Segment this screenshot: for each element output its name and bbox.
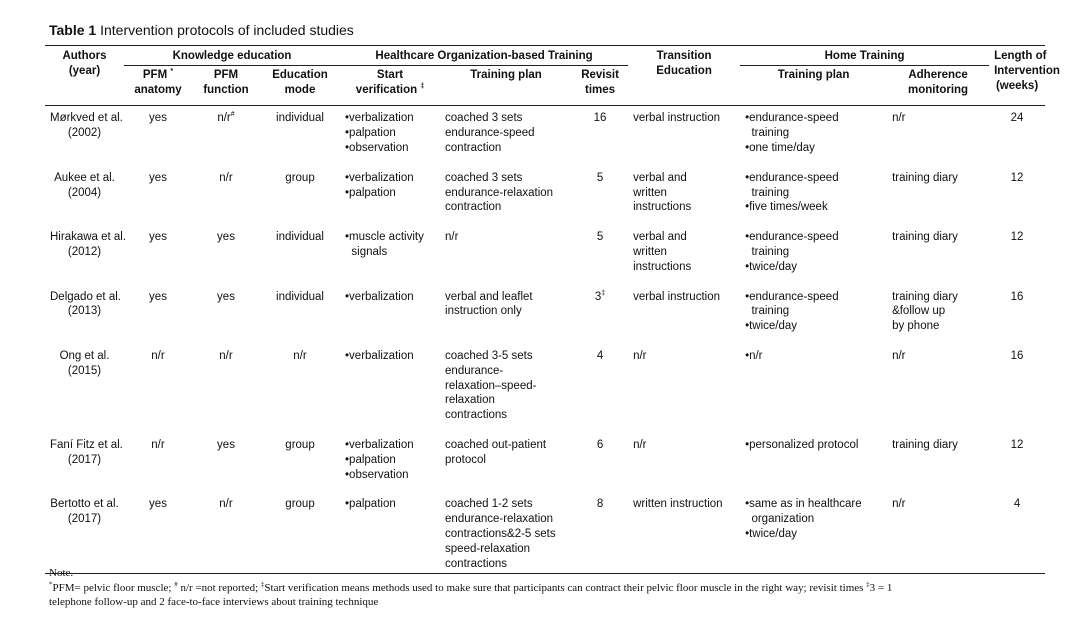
- cell-author: Hirakawa et al. (2012): [50, 231, 127, 258]
- cell-pfm-function: yes: [217, 290, 235, 303]
- cell-training-plan: coached 3 sets endurance-relaxation contraction: [445, 171, 554, 214]
- cell-length: 12: [1010, 171, 1024, 184]
- cell-adherence-monitoring: training diary: [892, 231, 958, 244]
- cell-author: Aukee et al. (2004): [54, 171, 115, 199]
- cell-training-plan: n/r: [445, 231, 459, 244]
- cell-pfm-anatomy: yes: [149, 112, 167, 125]
- header-home-training-plan: Training plan: [777, 68, 850, 81]
- cell-revisit-times: 16: [593, 112, 607, 125]
- cell-length: 16: [1010, 290, 1024, 303]
- cell-length: 12: [1010, 231, 1024, 244]
- cell-home-training-plan: •endurance-speed training •twice/day: [745, 231, 839, 273]
- cell-pfm-anatomy: n/r: [151, 438, 165, 451]
- cell-pfm-function: yes: [217, 438, 235, 451]
- notes-title: Note.: [49, 567, 74, 579]
- cell-transition-education: verbal instruction: [633, 290, 720, 303]
- cell-revisit-times: 4: [596, 349, 604, 362]
- header-length: Length of Intervention (weeks): [989, 46, 1045, 106]
- cell-start-verification: •verbalization •palpation •observation: [345, 112, 414, 154]
- header-pfm-anatomy: PFM * anatomy: [134, 67, 182, 96]
- header-row-1: [45, 46, 1045, 66]
- cell-pfm-anatomy: yes: [149, 231, 167, 244]
- cell-pfm-function: n/r: [219, 171, 233, 184]
- cell-transition-education: n/r: [633, 349, 647, 362]
- cell-start-verification: •muscle activity signals: [345, 231, 424, 258]
- header-transition-education: Transition Education: [628, 46, 740, 106]
- table-row: [45, 166, 1045, 225]
- table-row: [45, 344, 1045, 433]
- cell-length: 24: [1010, 112, 1024, 125]
- cell-training-plan: coached out-patient protocol: [445, 438, 547, 466]
- table-caption: [49, 22, 354, 38]
- notes-line-1: *PFM= pelvic floor muscle; # n/r =not reported; ‡Start verification means methods used to make sure that participants can contract their pelvic floor muscle in the right way; revisit times ‡3 = 1: [49, 579, 893, 594]
- table-row: [45, 285, 1045, 344]
- table-row: [45, 433, 1045, 492]
- cell-home-training-plan: •endurance-speed training •five times/week: [745, 171, 839, 214]
- cell-transition-education: verbal and written instructions: [633, 171, 692, 214]
- cell-adherence-monitoring: n/r: [892, 349, 906, 362]
- header-healthcare-training: Healthcare Organization-based Training: [340, 46, 628, 66]
- cell-revisit-times: 3‡: [594, 289, 606, 303]
- cell-pfm-function: n/r: [219, 349, 233, 362]
- cell-adherence-monitoring: training diary: [892, 438, 958, 451]
- table-title: Intervention protocols of included studies: [96, 22, 354, 38]
- cell-author: Mørkved et al. (2002): [50, 112, 123, 140]
- intervention-table: [45, 45, 1060, 574]
- cell-adherence-monitoring: training diary: [892, 171, 958, 184]
- cell-length: 16: [1010, 349, 1024, 362]
- cell-start-verification: •verbalization •palpation: [345, 171, 414, 199]
- header-pfm-function: PFM function: [203, 68, 249, 96]
- header-education-mode: Education mode: [272, 68, 328, 96]
- cell-pfm-function: n/r: [192, 492, 260, 573]
- cell-pfm-anatomy: yes: [149, 171, 167, 184]
- cell-home-training-plan: •same as in healthcare organization •twice/day: [740, 492, 887, 573]
- cell-adherence-monitoring: training diary &follow up by phone: [892, 290, 958, 333]
- header-start-verification: Start verification ‡: [355, 68, 425, 96]
- cell-training-plan: coached 1-2 sets endurance-relaxation contractions&2-5 sets speed-relaxation contractions: [440, 492, 572, 573]
- cell-training-plan: coached 3-5 sets endurance- relaxation–speed- relaxation contractions: [445, 349, 537, 422]
- table-row: [45, 492, 1045, 573]
- header-row-2: [45, 65, 1045, 106]
- cell-education-mode: individual: [276, 231, 324, 244]
- cell-start-verification: •verbalization: [345, 290, 414, 303]
- cell-transition-education: written instruction: [628, 492, 740, 573]
- cell-transition-education: verbal and written instructions: [633, 231, 692, 273]
- cell-pfm-anatomy: yes: [124, 492, 192, 573]
- notes-line-2: telephone follow-up and 2 face-to-face interviews about training technique: [49, 596, 379, 608]
- cell-home-training-plan: •endurance-speed training •twice/day: [745, 290, 839, 333]
- cell-pfm-function: n/r#: [217, 111, 235, 125]
- cell-revisit-times: 8: [572, 492, 628, 573]
- table-row: [45, 106, 1045, 166]
- header-revisit-times: Revisit times: [581, 68, 619, 96]
- cell-pfm-function: yes: [217, 231, 235, 244]
- cell-revisit-times: 6: [596, 438, 604, 451]
- cell-author: Bertotto et al. (2017): [45, 492, 124, 573]
- header-adherence-monitoring: Adherence monitoring: [908, 68, 969, 96]
- cell-education-mode: n/r: [293, 349, 307, 362]
- cell-transition-education: n/r: [633, 438, 647, 451]
- cell-home-training-plan: •endurance-speed training •one time/day: [745, 112, 839, 154]
- cell-start-verification: •verbalization: [345, 349, 414, 362]
- table-row: [45, 225, 1045, 284]
- table-label: Table 1: [49, 22, 97, 38]
- cell-start-verification: •verbalization •palpation •observation: [345, 438, 414, 481]
- cell-author: Faní Fitz et al. (2017): [50, 438, 123, 466]
- cell-training-plan: verbal and leaflet instruction only: [445, 290, 533, 318]
- cell-transition-education: verbal instruction: [633, 112, 720, 125]
- cell-education-mode: individual: [276, 112, 324, 125]
- cell-pfm-anatomy: yes: [149, 290, 167, 303]
- cell-revisit-times: 5: [596, 231, 604, 244]
- cell-author: Delgado et al. (2013): [50, 290, 121, 318]
- cell-pfm-anatomy: n/r: [151, 349, 165, 362]
- header-home-training: Home Training: [740, 46, 989, 66]
- cell-education-mode: group: [285, 438, 315, 451]
- cell-author: Ong et al. (2015): [59, 349, 110, 377]
- cell-length: 4: [989, 492, 1045, 573]
- header-knowledge-education: Knowledge education: [124, 46, 340, 66]
- cell-training-plan: coached 3 sets endurance-speed contraction: [445, 112, 535, 154]
- cell-length: 12: [1010, 438, 1024, 451]
- cell-education-mode: individual: [276, 290, 324, 303]
- table-notes: [49, 566, 1049, 610]
- cell-start-verification: •palpation: [340, 492, 440, 573]
- cell-adherence-monitoring: n/r: [887, 492, 989, 573]
- cell-adherence-monitoring: n/r: [892, 112, 906, 125]
- cell-revisit-times: 5: [596, 171, 604, 184]
- header-training-plan: Training plan: [470, 68, 542, 81]
- cell-education-mode: group: [285, 171, 315, 184]
- cell-education-mode: group: [260, 492, 340, 573]
- cell-home-training-plan: •personalized protocol: [745, 438, 859, 451]
- header-authors: Authors (year): [45, 46, 124, 106]
- cell-home-training-plan: •n/r: [745, 349, 763, 362]
